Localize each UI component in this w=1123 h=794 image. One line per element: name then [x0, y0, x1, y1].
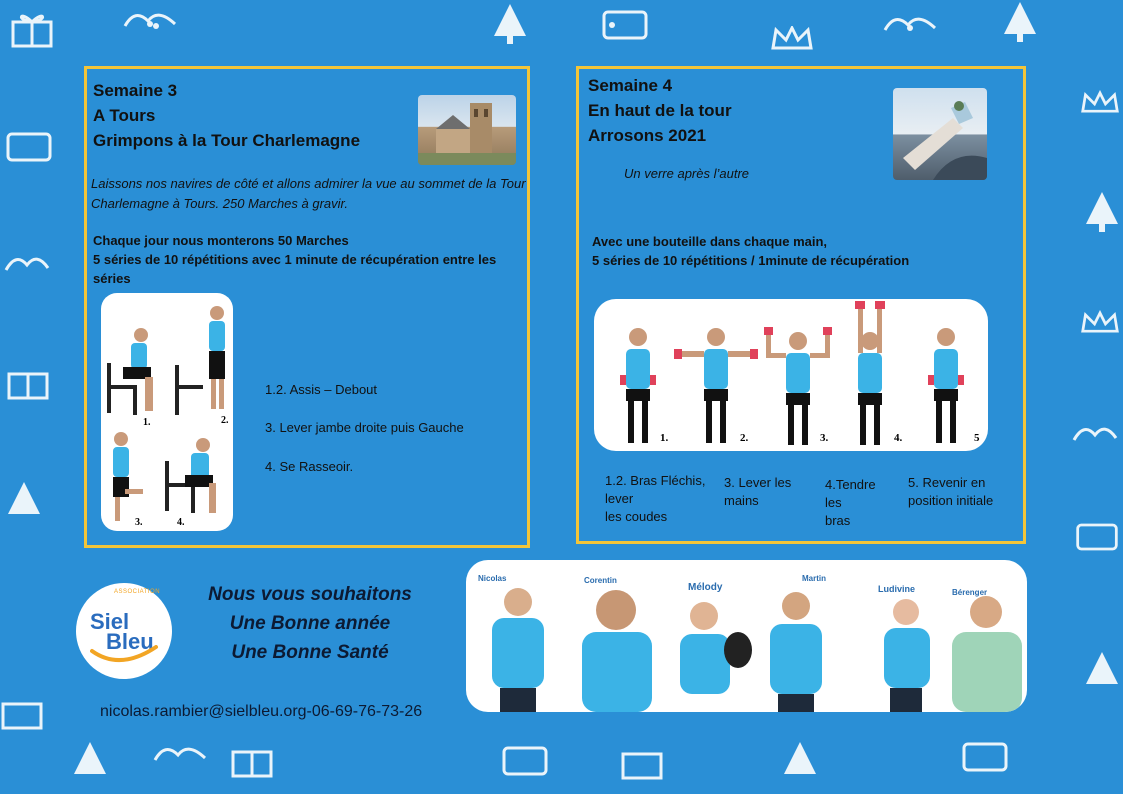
team-member-figure	[680, 602, 752, 694]
figure-arms-bent	[620, 328, 656, 443]
figure-number: 3.	[135, 517, 143, 528]
week4-step-line: 3. Lever les	[724, 475, 792, 490]
team-member-name: Mélody	[688, 582, 723, 593]
logo-association-text: ASSOCIATION	[114, 589, 161, 595]
week4-step	[724, 474, 791, 510]
crown-icon	[1080, 90, 1120, 116]
crown-icon	[1080, 310, 1120, 336]
week4-step-line: 4.Tendre	[825, 477, 876, 492]
week4-tagline: Un verre après l’autre	[624, 166, 749, 181]
tree-icon	[490, 2, 530, 46]
wish-line: Une Bonne année	[229, 613, 391, 634]
holly-icon	[2, 250, 52, 280]
team-member-name: Nicolas	[478, 574, 507, 583]
holly-icon	[880, 10, 940, 40]
tree-icon	[1082, 190, 1122, 234]
gift-tag-icon	[1074, 520, 1120, 554]
figure-standing	[175, 306, 225, 415]
week3-step: 1.2. Assis – Debout	[265, 382, 378, 397]
gift-tag-icon	[4, 130, 54, 164]
figure-seated	[107, 328, 153, 415]
week4-step-line: les	[825, 495, 842, 510]
week4-step	[825, 476, 876, 530]
logo-smile-icon	[90, 645, 160, 669]
wish-line: Une Bonne Santé	[231, 642, 389, 663]
team-member-figure	[884, 599, 930, 712]
week3-title-line3: Grimpons à la Tour Charlemagne	[93, 131, 361, 150]
week3-instructions	[93, 231, 525, 288]
figure-number: 3.	[820, 432, 829, 444]
figure-number: 2.	[221, 415, 229, 426]
tree-icon	[1000, 0, 1040, 44]
week4-step-line: bras	[825, 513, 851, 528]
holly-icon	[150, 740, 210, 770]
figure-number: 1.	[143, 417, 151, 428]
week3-title	[93, 78, 360, 153]
logo-text-bleu: Bleu	[106, 629, 154, 654]
week3-step: 3. Lever jambe droite puis Gauche	[265, 420, 464, 435]
figure-leg-lift	[113, 432, 143, 521]
week4-title-line2: En haut de la tour	[588, 101, 732, 120]
week4-step-line: position initiale	[908, 493, 994, 508]
toast-photo	[893, 88, 987, 180]
week3-title-line1: Semaine 3	[93, 81, 178, 100]
week4-instructions	[592, 232, 1012, 270]
new-year-wishes	[180, 580, 440, 667]
week4-step-line: lever	[605, 491, 634, 506]
gift-icon	[0, 690, 44, 730]
team-member-name: Corentin	[584, 576, 617, 585]
team-member-figure	[582, 590, 652, 712]
week4-step-line: 1.2. Bras Fléchis,	[605, 473, 706, 488]
team-member-figure	[770, 592, 822, 712]
figure-number: 1.	[660, 432, 669, 444]
team-photo	[466, 560, 1027, 712]
week4-step-line: mains	[724, 493, 759, 508]
team-member-name: Ludivine	[878, 584, 916, 594]
week4-exercise-image	[594, 299, 988, 451]
gift-icon	[620, 740, 664, 780]
tree-icon	[780, 740, 820, 784]
gift-icon	[6, 360, 50, 400]
figure-initial-position	[928, 328, 964, 443]
team-member-figure	[952, 596, 1022, 712]
week3-instruction-line1: Chaque jour nous monterons 50 Marches	[93, 233, 349, 248]
week4-step	[605, 472, 705, 526]
team-member-figure	[492, 588, 544, 712]
week3-intro: Laissons nos navires de côté et allons admirer la vue au sommet de la Tour Charlemagne à Tours. 250 Marches à gravir.	[91, 176, 526, 211]
week3-step: 4. Se Rasseoir.	[265, 459, 354, 474]
siel-bleu-logo	[76, 583, 172, 679]
figure-elbows-raised	[674, 328, 758, 443]
holly-icon	[120, 6, 180, 36]
figure-number: 4.	[894, 432, 903, 444]
gift-tag-icon	[500, 744, 550, 778]
crown-icon	[770, 26, 814, 52]
week4-title	[588, 73, 732, 148]
week4-step	[908, 474, 993, 510]
figure-number: 4.	[177, 517, 185, 528]
week4-step-line: les coudes	[605, 509, 668, 524]
holly-icon	[1070, 420, 1120, 450]
tree-icon	[70, 740, 110, 784]
figure-sit-back	[165, 438, 216, 513]
week3-instruction-line2: 5 séries de 10 répétitions avec 1 minute de récupération entre les séries	[93, 252, 497, 286]
tree-icon	[4, 480, 44, 524]
figure-arms-extended	[855, 301, 885, 445]
week4-instruction-line1: Avec une bouteille dans chaque main,	[592, 234, 828, 249]
week4-instruction-line2: 5 séries de 10 répétitions / 1minute de récupération	[592, 253, 910, 268]
team-member-name: Bérenger	[952, 588, 988, 597]
gift-icon	[230, 738, 274, 778]
week4-title-line1: Semaine 4	[588, 76, 673, 95]
figure-number: 2.	[740, 432, 749, 444]
wish-line: Nous vous souhaitons	[208, 584, 412, 605]
team-member-name: Martin	[802, 574, 826, 583]
tower-photo	[418, 95, 516, 165]
week4-step-line: 5. Revenir en	[908, 475, 986, 490]
gift-tag-icon	[600, 8, 650, 42]
figure-hands-raised	[764, 327, 832, 445]
week4-title-line3: Arrosons 2021	[588, 126, 707, 145]
gift-tag-icon	[960, 740, 1010, 774]
week3-exercise-image	[101, 293, 233, 531]
tree-icon	[1082, 650, 1122, 694]
logo-text-siel: Siel	[90, 609, 130, 634]
week3-title-line2: A Tours	[93, 106, 156, 125]
gift-icon	[10, 8, 54, 48]
contact-info: nicolas.rambier@sielbleu.org-06-69-76-73-26	[100, 703, 423, 720]
figure-number: 5	[974, 432, 980, 444]
